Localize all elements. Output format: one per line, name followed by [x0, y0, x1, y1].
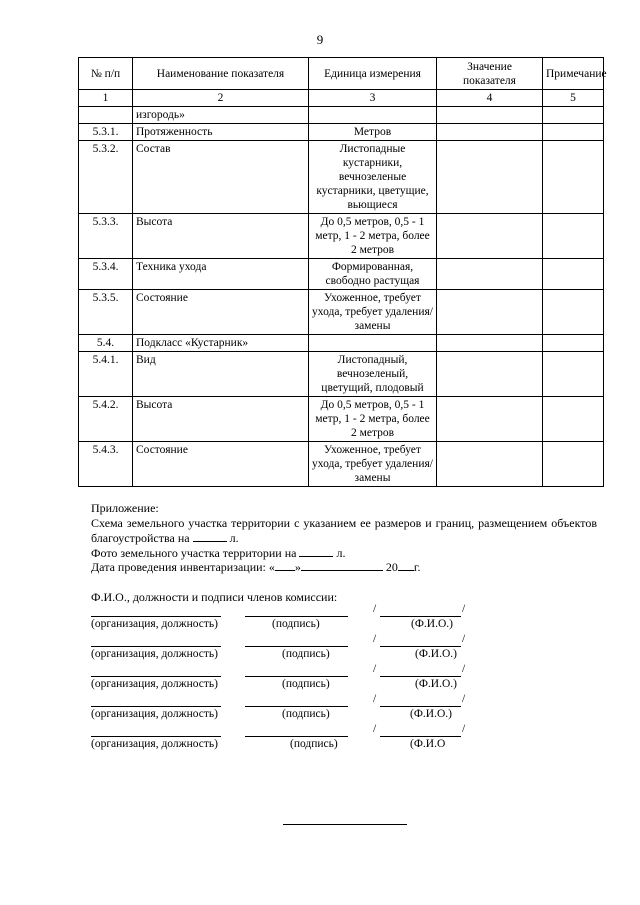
- sign-label: (подпись): [290, 738, 338, 750]
- header-cell: Примечание: [543, 58, 604, 90]
- table-row: [79, 124, 604, 141]
- note-cell[interactable]: [543, 259, 604, 290]
- column-number: 5: [543, 90, 604, 107]
- column-number-row: [79, 90, 604, 107]
- value-cell[interactable]: [437, 141, 543, 214]
- value-cell[interactable]: [437, 124, 543, 141]
- row-number: 5.4.3.: [79, 442, 133, 487]
- fio-label: (Ф.И.О.): [415, 678, 457, 690]
- photo-text: Фото земельного участка территории на: [91, 546, 297, 560]
- org-label: (организация, должность): [91, 618, 218, 630]
- row-unit: Формированная, свободно растущая: [309, 259, 437, 290]
- slash: /: [462, 633, 466, 645]
- table-row: [79, 107, 604, 124]
- slash: /: [462, 693, 466, 705]
- sign-line[interactable]: [245, 616, 348, 617]
- row-name: Техника ухода: [133, 259, 309, 290]
- org-label: (организация, должность): [91, 678, 218, 690]
- row-unit: Ухоженное, требует ухода, требует удаления/замены: [309, 442, 437, 487]
- row-name: Протяженность: [133, 124, 309, 141]
- header-cell: Единица измерения: [309, 58, 437, 90]
- row-name: изгородь»: [133, 107, 309, 124]
- photo-suffix: л.: [336, 546, 346, 560]
- row-number: 5.4.1.: [79, 352, 133, 397]
- note-cell[interactable]: [543, 397, 604, 442]
- org-line[interactable]: [91, 736, 221, 737]
- note-cell[interactable]: [543, 141, 604, 214]
- page-number: 9: [316, 32, 324, 47]
- value-cell[interactable]: [437, 290, 543, 335]
- fio-line[interactable]: [380, 706, 461, 707]
- table-row: [79, 352, 604, 397]
- slash: /: [373, 723, 377, 735]
- row-unit: [309, 107, 437, 124]
- sheet-count-field[interactable]: [193, 530, 227, 542]
- fio-label: (Ф.И.О.): [415, 648, 457, 660]
- table-row: [79, 290, 604, 335]
- header-cell: Значение показателя: [437, 58, 543, 90]
- row-name: Высота: [133, 214, 309, 259]
- column-number: 4: [437, 90, 543, 107]
- row-unit: До 0,5 метров, 0,5 - 1 метр, 1 - 2 метра, более 2 метров: [309, 397, 437, 442]
- sign-line[interactable]: [245, 646, 348, 647]
- year-field[interactable]: [398, 559, 414, 571]
- org-label: (организация, должность): [91, 648, 218, 660]
- org-label: (организация, должность): [91, 708, 218, 720]
- value-cell[interactable]: [437, 442, 543, 487]
- row-unit: Листопадные кустарники, вечнозеленые кустарники, цветущие, вьющиеся: [309, 141, 437, 214]
- value-cell[interactable]: [437, 352, 543, 397]
- column-number: 1: [79, 90, 133, 107]
- value-cell[interactable]: [437, 214, 543, 259]
- header-cell: № п/п: [79, 58, 133, 90]
- value-cell[interactable]: [437, 107, 543, 124]
- value-cell[interactable]: [437, 335, 543, 352]
- row-name: Состояние: [133, 442, 309, 487]
- note-cell[interactable]: [543, 352, 604, 397]
- value-cell[interactable]: [437, 397, 543, 442]
- row-name: Состав: [133, 141, 309, 214]
- header-cell: Наименование показателя: [133, 58, 309, 90]
- table-row: [79, 141, 604, 214]
- note-cell[interactable]: [543, 107, 604, 124]
- table-row: [79, 214, 604, 259]
- slash: /: [373, 603, 377, 615]
- day-field[interactable]: [275, 559, 295, 571]
- fio-line[interactable]: [380, 676, 461, 677]
- sign-line[interactable]: [245, 736, 348, 737]
- row-number: 5.3.2.: [79, 141, 133, 214]
- row-unit: [309, 335, 437, 352]
- column-number: 2: [133, 90, 309, 107]
- row-unit: Листопадный, вечнозеленый, цветущий, плодовый: [309, 352, 437, 397]
- fio-label: (Ф.И.О: [410, 738, 446, 750]
- slash: /: [462, 723, 466, 735]
- row-number: [79, 107, 133, 124]
- table-header-row: [79, 58, 604, 90]
- org-line[interactable]: [91, 706, 221, 707]
- org-line[interactable]: [91, 676, 221, 677]
- table-row: [79, 397, 604, 442]
- note-cell[interactable]: [543, 124, 604, 141]
- row-number: 5.4.: [79, 335, 133, 352]
- column-number: 3: [309, 90, 437, 107]
- row-unit: Ухоженное, требует ухода, требует удаления/замены: [309, 290, 437, 335]
- slash: /: [462, 663, 466, 675]
- sign-line[interactable]: [245, 706, 348, 707]
- org-label: (организация, должность): [91, 738, 218, 750]
- month-field[interactable]: [301, 559, 383, 571]
- row-name: Высота: [133, 397, 309, 442]
- note-cell[interactable]: [543, 335, 604, 352]
- sign-label: (подпись): [282, 648, 330, 660]
- table-row: [79, 335, 604, 352]
- appendix-title: Приложение:: [91, 501, 159, 515]
- fio-line[interactable]: [380, 646, 461, 647]
- slash: /: [373, 633, 377, 645]
- row-number: 5.4.2.: [79, 397, 133, 442]
- value-cell[interactable]: [437, 259, 543, 290]
- photo-count-field[interactable]: [299, 545, 333, 557]
- row-number: 5.3.1.: [79, 124, 133, 141]
- sign-label: (подпись): [282, 678, 330, 690]
- sign-label: (подпись): [282, 708, 330, 720]
- sign-line[interactable]: [245, 676, 348, 677]
- fio-label: (Ф.И.О.): [411, 618, 453, 630]
- row-unit: До 0,5 метров, 0,5 - 1 метр, 1 - 2 метра, более 2 метров: [309, 214, 437, 259]
- row-number: 5.3.5.: [79, 290, 133, 335]
- year-prefix: 20: [385, 560, 398, 574]
- slash: /: [462, 603, 466, 615]
- date-prefix: Дата проведения инвентаризации: «: [91, 560, 275, 574]
- note-cell[interactable]: [543, 290, 604, 335]
- table-row: [79, 259, 604, 290]
- sheet-suffix: л.: [229, 531, 239, 545]
- org-line[interactable]: [91, 616, 221, 617]
- slash: /: [373, 663, 377, 675]
- appendix-scheme: [91, 516, 597, 545]
- row-number: 5.3.3.: [79, 214, 133, 259]
- slash: /: [373, 693, 377, 705]
- row-name: Подкласс «Кустарник»: [133, 335, 309, 352]
- date-mid: »: [294, 560, 301, 574]
- row-name: Вид: [133, 352, 309, 397]
- fio-label: (Ф.И.О.): [410, 708, 452, 720]
- row-name: Состояние: [133, 290, 309, 335]
- year-suffix: г.: [413, 560, 421, 574]
- scheme-text: Схема земельного участка территории с указанием ее размеров и границ, размещением объектов благоустройства на: [91, 516, 597, 545]
- footer-line: [283, 824, 407, 825]
- note-cell[interactable]: [543, 442, 604, 487]
- note-cell[interactable]: [543, 214, 604, 259]
- inventory-table: [78, 57, 607, 487]
- org-line[interactable]: [91, 646, 221, 647]
- sign-label: (подпись): [272, 618, 320, 630]
- fio-line[interactable]: [380, 736, 461, 737]
- table-row: [79, 442, 604, 487]
- fio-line[interactable]: [380, 616, 461, 617]
- commission-title: Ф.И.О., должности и подписи членов комиссии:: [91, 590, 338, 604]
- appendix-photo: [91, 545, 345, 560]
- row-number: 5.3.4.: [79, 259, 133, 290]
- row-unit: Метров: [309, 124, 437, 141]
- inventory-date: [91, 559, 420, 574]
